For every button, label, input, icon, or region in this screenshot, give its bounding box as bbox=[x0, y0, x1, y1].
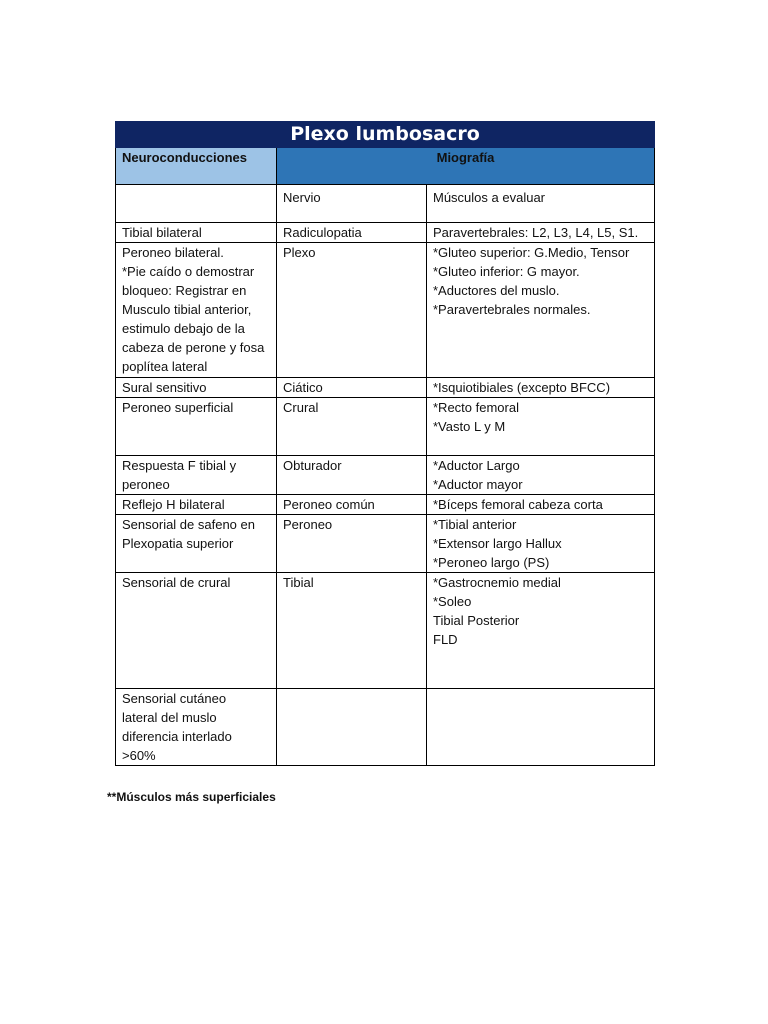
cell-line: *Aductor mayor bbox=[433, 477, 523, 492]
neuroconduccion-cell bbox=[116, 223, 277, 243]
cell-line: Sural sensitivo bbox=[122, 380, 207, 395]
musculos-cell bbox=[427, 398, 655, 456]
cell-line: Peroneo superficial bbox=[122, 400, 234, 415]
neuroconduccion-cell bbox=[116, 243, 277, 378]
musculos-cell bbox=[427, 515, 655, 573]
musculos-cell bbox=[427, 223, 655, 243]
nervio-cell bbox=[277, 378, 427, 398]
nervio-cell bbox=[277, 456, 427, 495]
cell-line: Plexopatia superior bbox=[122, 536, 234, 551]
musculos-cell bbox=[427, 495, 655, 515]
musculos-cell bbox=[427, 456, 655, 495]
cell-line: *Gluteo superior: G.Medio, Tensor bbox=[433, 245, 630, 260]
table-title: Plexo lumbosacro bbox=[116, 122, 655, 148]
neuroconduccion-cell bbox=[116, 398, 277, 456]
cell-line: Ciático bbox=[283, 380, 323, 395]
cell-line: *Vasto L y M bbox=[433, 419, 506, 434]
table-row bbox=[116, 495, 655, 515]
cell-line: Sensorial de crural bbox=[122, 575, 231, 590]
musculos-cell bbox=[427, 243, 655, 378]
nervio-cell bbox=[277, 223, 427, 243]
table-row bbox=[116, 223, 655, 243]
cell-line: >60% bbox=[122, 748, 156, 763]
cell-line: estimulo debajo de la bbox=[122, 321, 245, 336]
neuroconduccion-cell bbox=[116, 495, 277, 515]
subheader-row bbox=[116, 185, 655, 223]
cell-line: Plexo bbox=[283, 245, 316, 260]
neuroconduccion-cell bbox=[116, 573, 277, 689]
cell-line: Tibial bilateral bbox=[122, 225, 202, 240]
neuroconduccion-cell bbox=[116, 689, 277, 766]
header-neuroconducciones: Neuroconducciones bbox=[116, 148, 277, 185]
cell-line: FLD bbox=[433, 632, 458, 647]
table-row bbox=[116, 398, 655, 456]
footnote: **Músculos más superficiales bbox=[107, 790, 276, 804]
cell-line: Musculo tibial anterior, bbox=[122, 302, 252, 317]
table-row bbox=[116, 456, 655, 495]
table-row bbox=[116, 689, 655, 766]
cell-line: Peroneo común bbox=[283, 497, 375, 512]
subheader-musculos: Músculos a evaluar bbox=[427, 185, 655, 223]
cell-line: *Isquiotibiales (excepto BFCC) bbox=[433, 380, 611, 395]
cell-line: Tibial Posterior bbox=[433, 613, 520, 628]
cell-line: *Peroneo largo (PS) bbox=[433, 555, 550, 570]
cell-line: peroneo bbox=[122, 477, 170, 492]
cell-line: *Recto femoral bbox=[433, 400, 519, 415]
cell-line: Sensorial de safeno en bbox=[122, 517, 255, 532]
table-row bbox=[116, 573, 655, 689]
nervio-cell bbox=[277, 689, 427, 766]
cell-line: *Extensor largo Hallux bbox=[433, 536, 562, 551]
cell-line: Crural bbox=[283, 400, 319, 415]
table-row bbox=[116, 378, 655, 398]
musculos-cell bbox=[427, 378, 655, 398]
title-row bbox=[116, 122, 655, 148]
cell-line: Sensorial cutáneo bbox=[122, 691, 227, 706]
cell-line: *Bíceps femoral cabeza corta bbox=[433, 497, 603, 512]
cell-line: lateral del muslo bbox=[122, 710, 217, 725]
cell-line: cabeza de perone y fosa bbox=[122, 340, 265, 355]
neuroconduccion-cell bbox=[116, 378, 277, 398]
cell-line: Radiculopatia bbox=[283, 225, 362, 240]
neuroconduccion-cell bbox=[116, 456, 277, 495]
cell-line: *Soleo bbox=[433, 594, 472, 609]
subheader-empty-cell bbox=[116, 185, 277, 223]
cell-line: Obturador bbox=[283, 458, 342, 473]
table-body bbox=[116, 223, 655, 766]
nervio-cell bbox=[277, 515, 427, 573]
header-miografia: Miografía bbox=[277, 148, 655, 185]
subheader-nervio: Nervio bbox=[277, 185, 427, 223]
cell-line: Respuesta F tibial y bbox=[122, 458, 237, 473]
nervio-cell bbox=[277, 398, 427, 456]
cell-line: *Gastrocnemio medial bbox=[433, 575, 561, 590]
cell-line: *Tibial anterior bbox=[433, 517, 517, 532]
plexo-lumbosacro-table bbox=[115, 121, 655, 766]
nervio-cell bbox=[277, 495, 427, 515]
nervio-cell bbox=[277, 243, 427, 378]
cell-line: Paravertebrales: L2, L3, L4, L5, S1. bbox=[433, 225, 639, 240]
neuroconduccion-cell bbox=[116, 515, 277, 573]
cell-line: *Gluteo inferior: G mayor. bbox=[433, 264, 580, 279]
cell-line: *Pie caído o demostrar bbox=[122, 264, 255, 279]
cell-line: Reflejo H bilateral bbox=[122, 497, 225, 512]
header-row bbox=[116, 148, 655, 185]
musculos-cell bbox=[427, 573, 655, 689]
cell-line: Peroneo bbox=[283, 517, 333, 532]
cell-line: diferencia interlado bbox=[122, 729, 232, 744]
musculos-cell bbox=[427, 689, 655, 766]
cell-line: Peroneo bilateral. bbox=[122, 245, 224, 260]
cell-line: *Aductor Largo bbox=[433, 458, 520, 473]
cell-line: *Paravertebrales normales. bbox=[433, 302, 591, 317]
table-row bbox=[116, 515, 655, 573]
nervio-cell bbox=[277, 573, 427, 689]
table-row bbox=[116, 243, 655, 378]
cell-line: bloqueo: Registrar en bbox=[122, 283, 247, 298]
cell-line: Tibial bbox=[283, 575, 314, 590]
cell-line: *Aductores del muslo. bbox=[433, 283, 560, 298]
cell-line: poplítea lateral bbox=[122, 359, 208, 374]
